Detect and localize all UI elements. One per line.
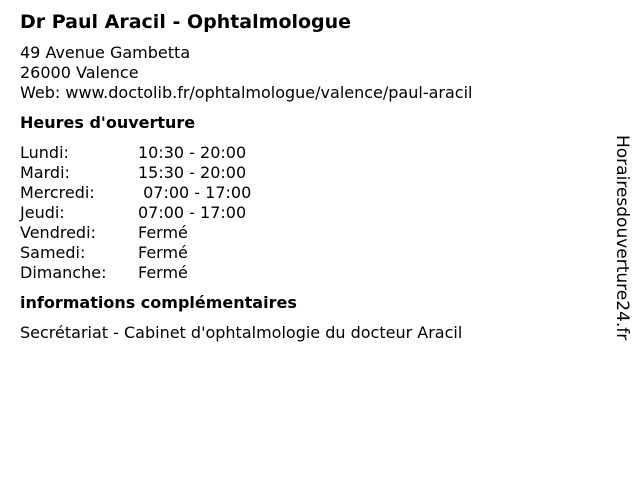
day-hours: Fermé — [138, 263, 188, 282]
hours-row-lundi — [20, 143, 600, 163]
website-line — [20, 83, 600, 103]
address-street: 49 Avenue Gambetta — [20, 43, 191, 62]
hours-table — [20, 143, 600, 283]
website-label: Web: — [20, 83, 61, 102]
hours-heading: Heures d'ouverture — [20, 113, 196, 132]
website-link[interactable]: www.doctolib.fr/ophtalmologue/valence/paul-aracil — [65, 83, 473, 102]
day-hours: Fermé — [138, 223, 188, 242]
address-city: 26000 Valence — [20, 63, 139, 82]
info-text: Secrétariat - Cabinet d'ophtalmologie du docteur Aracil — [20, 323, 463, 342]
day-label: Samedi: — [20, 243, 86, 262]
day-label: Jeudi: — [20, 203, 65, 222]
hours-row-dimanche — [20, 263, 600, 283]
day-label: Vendredi: — [20, 223, 96, 242]
address-block — [20, 43, 600, 103]
site-watermark: Horairesdouverture24.fr — [612, 135, 632, 341]
day-label: Dimanche: — [20, 263, 107, 282]
day-hours: 07:00 - 17:00 — [138, 183, 252, 202]
day-hours: Fermé — [138, 243, 188, 262]
hours-row-vendredi — [20, 223, 600, 243]
day-label: Mercredi: — [20, 183, 95, 202]
hours-row-mercredi — [20, 183, 600, 203]
info-heading: informations complémentaires — [20, 293, 297, 312]
day-label: Lundi: — [20, 143, 69, 162]
business-card — [20, 10, 600, 343]
hours-row-jeudi — [20, 203, 600, 223]
day-label: Mardi: — [20, 163, 70, 182]
hours-row-samedi — [20, 243, 600, 263]
hours-row-mardi — [20, 163, 600, 183]
day-hours: 10:30 - 20:00 — [138, 143, 247, 162]
day-hours: 07:00 - 17:00 — [138, 203, 247, 222]
page-title: Dr Paul Aracil - Ophtalmologue — [20, 11, 352, 33]
day-hours: 15:30 - 20:00 — [138, 163, 247, 182]
